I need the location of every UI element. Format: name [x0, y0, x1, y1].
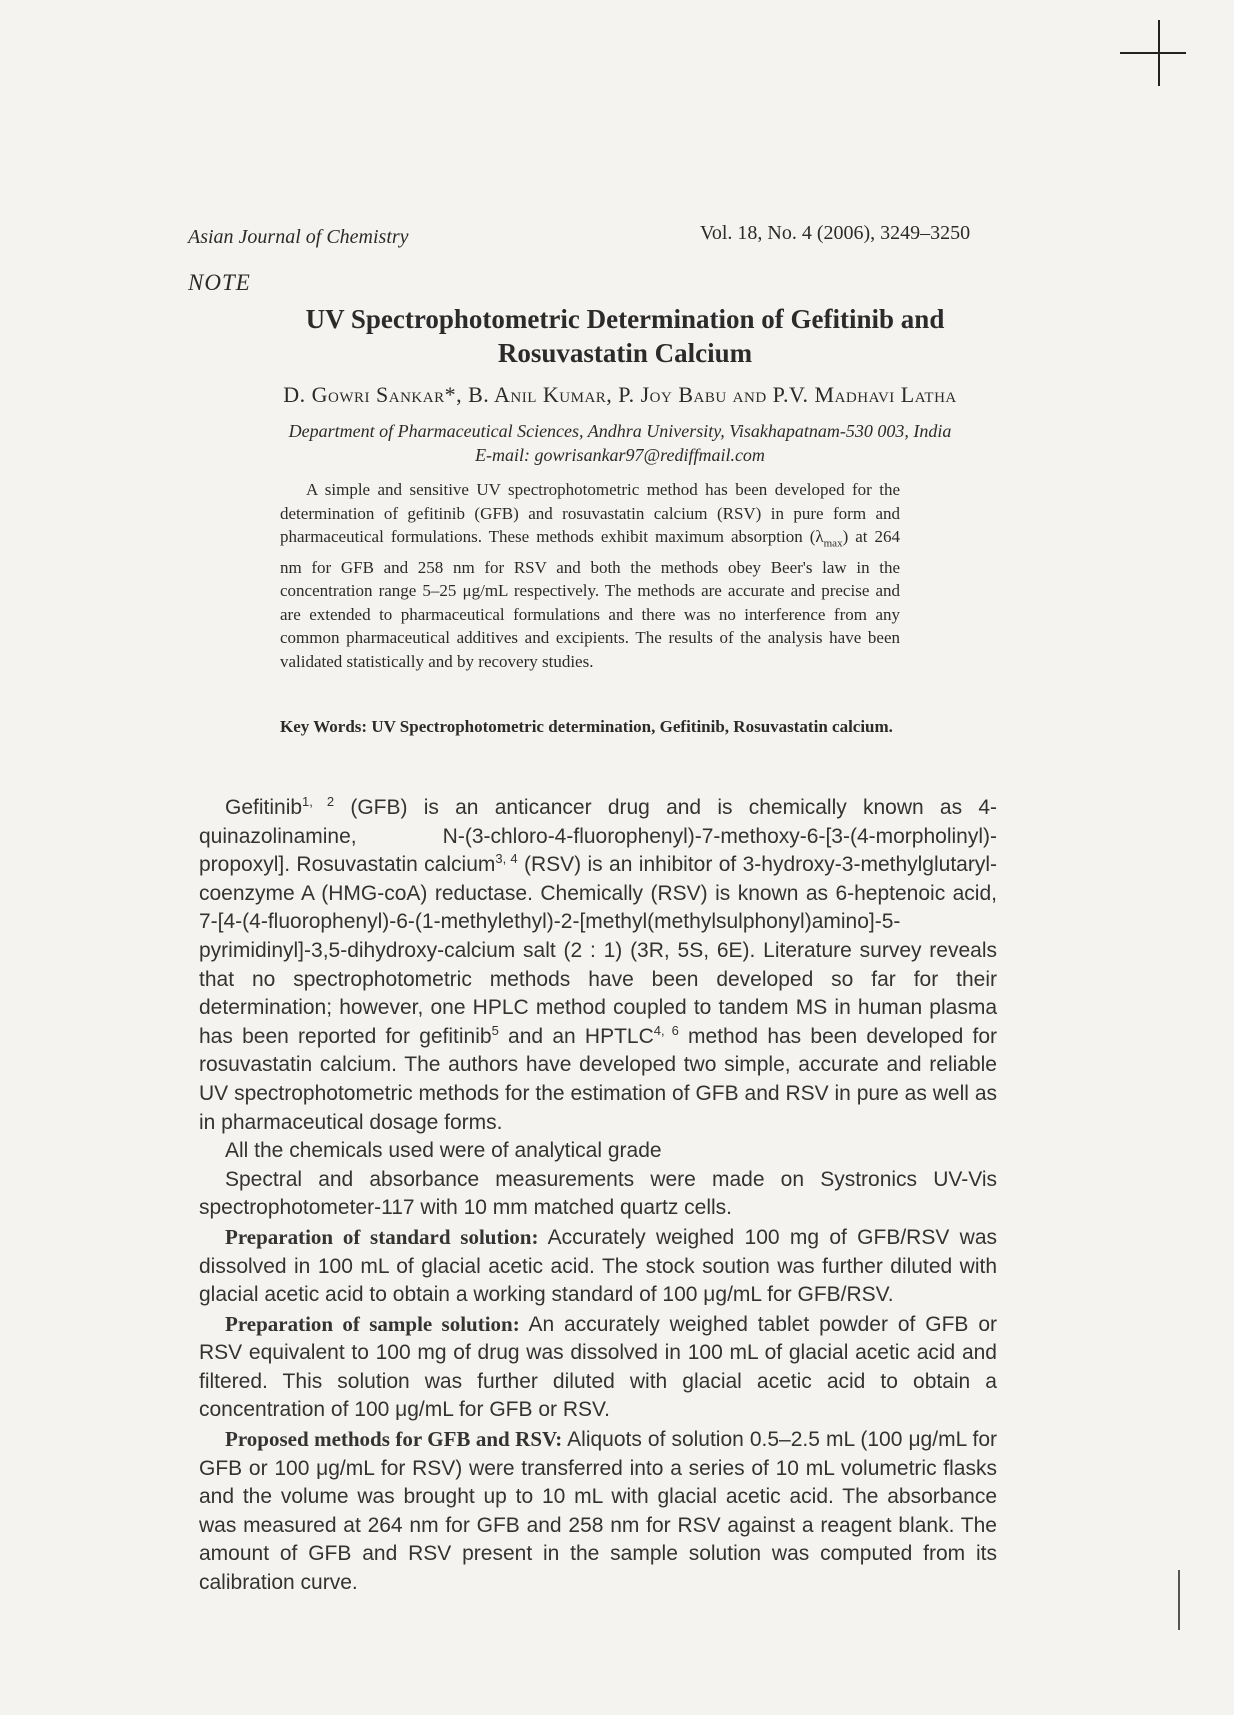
- crosshair-registration-mark: [1120, 20, 1190, 90]
- body-text: [199, 794, 997, 1598]
- paragraph-standard-solution: [199, 1223, 997, 1310]
- intro-text-a: Gefitinib: [225, 796, 303, 819]
- intro-text-c: (RSV) is an inhibitor of 3-hydroxy-3-methylglutaryl-coenzyme A (HMG-coA) reductase. Chemically (RSV) is known as 6-heptenoic acid, 7-[4-(4-fluorophenyl)-6-(1-methylethyl)-2-[methyl(methylsulphonyl)amino]-5-pyrimidinyl]-3,5-dihydroxy-calcium salt (2 : 1) (3R, 5S, 6E). Literature survey reveals that no spectrophotometric methods have been developed so far for their determination; however, one HPLC method coupled to tandem MS in human plasma has been reported for gefitinib: [199, 853, 997, 1048]
- standard-solution-text: Accurately weighed 100 mg of GFB/RSV was dissolved in 100 mL of glacial acetic acid. The stock soution was further diluted with glacial acetic acid to obtain a working standard of 100 μg/mL for GFB/RSV.: [199, 1225, 997, 1307]
- note-label: NOTE: [188, 270, 251, 295]
- intro-text-d: and an HPTLC: [498, 1024, 654, 1048]
- affiliation: [190, 419, 1050, 467]
- intro-text-e: method has been developed for rosuvastatin calcium. The authors have developed two simple, accurate and reliable UV spectrophotometric methods for the estimation of GFB and RSV in pure as well as in pharmaceutical dosage forms.: [199, 1024, 997, 1134]
- citation-sup: 4, 6: [653, 1022, 679, 1038]
- citation-sup: 3, 4: [495, 851, 518, 867]
- citation-sup: 1, 2: [302, 794, 335, 809]
- sample-solution-text: An accurately weighed tablet powder of GFB or RSV equivalent to 100 mg of drug was dissolved in 100 mL of glacial acetic acid and filtered. This solution was further diluted with glacial acetic acid to obtain a concentration of 100 μg/mL for GFB or RSV.: [199, 1312, 997, 1422]
- title-line-2: Rosuvastatin Calcium: [497, 338, 753, 368]
- affiliation-email: E-mail: gowrisankar97@rediffmail.com: [475, 445, 765, 465]
- abstract-text-1: A simple and sensitive UV spectrophotometric method has been developed for the determination of gefitinib (GFB) and rosuvastatin calcium (RSV) in pure form and pharmaceutical formulations. These methods exhibit maximum absorption (λ: [280, 480, 900, 546]
- paragraph-sample-solution: [199, 1310, 997, 1425]
- methods-text: Aliquots of solution 0.5–2.5 mL (100 μg/mL for GFB or 100 μg/mL for RSV) were transferred into a series of 10 mL volumetric flasks and the volume was brought up to 10 mL with glacial acetic acid. The absorbance was measured at 264 nm for GFB and 258 nm for RSV against a reagent blank. The amount of GFB and RSV present in the sample solution was computed from its calibration curve.: [199, 1428, 998, 1595]
- volume-info: Vol. 18, No. 4 (2006), 3249–3250: [700, 222, 971, 244]
- paragraph-proposed-methods: [199, 1425, 997, 1598]
- paragraph-intro: [199, 794, 997, 1137]
- section-head-sample: Preparation of sample solution:: [225, 1311, 520, 1336]
- paragraph-instrument: Spectral and absorbance measurements were made on Systronics UV-Vis spectrophotometer-117 with 10 mm matched quartz cells.: [199, 1167, 997, 1220]
- crosshair-horizontal: [1120, 52, 1186, 54]
- keywords-label: Key Words:: [280, 717, 368, 736]
- abstract-text-2: ) at 264 nm for GFB and 258 nm for RSV and both the methods obey Beer's law in the concentration range 5–25 μg/mL respectively. The methods are accurate and precise and are extended to pharmaceutical formulations and there was no interference from any common pharmaceutical additives and excipients. The results of the analysis have been validated statistically and by recovery studies.: [280, 527, 900, 671]
- title-line-1: UV Spectrophotometric Determination of Gefitinib and: [305, 304, 945, 334]
- keywords: [280, 715, 900, 739]
- scan-edge-mark: [1178, 1570, 1180, 1630]
- author-list: D. Gowri Sankar*, B. Anil Kumar, P. Joy Babu and P.V. Madhavi Latha: [283, 382, 957, 407]
- abstract: [280, 478, 900, 673]
- affiliation-department: Department of Pharmaceutical Sciences, Andhra University, Visakhapatnam-530 003, India: [288, 421, 952, 441]
- keywords-text: UV Spectrophotometric determination, Gefitinib, Rosuvastatin calcium.: [371, 717, 893, 736]
- paragraph-chemicals: All the chemicals used were of analytical grade: [225, 1139, 662, 1163]
- section-head-methods: Proposed methods for GFB and RSV:: [225, 1427, 563, 1452]
- abstract-subscript: max: [823, 537, 843, 550]
- section-head-standard: Preparation of standard solution:: [225, 1224, 539, 1249]
- citation-sup: 5: [491, 1022, 499, 1038]
- paper-title: [200, 302, 1050, 370]
- intro-text-b: (GFB) is an anticancer drug and is chemically known as 4-quinazolinamine, N-(3-chloro-4-fluorophenyl)-7-methoxy-6-[3-(4-morpholinyl)-propoxyl]. Rosuvastatin calcium: [199, 796, 997, 877]
- journal-name: Asian Journal of Chemistry: [188, 226, 409, 248]
